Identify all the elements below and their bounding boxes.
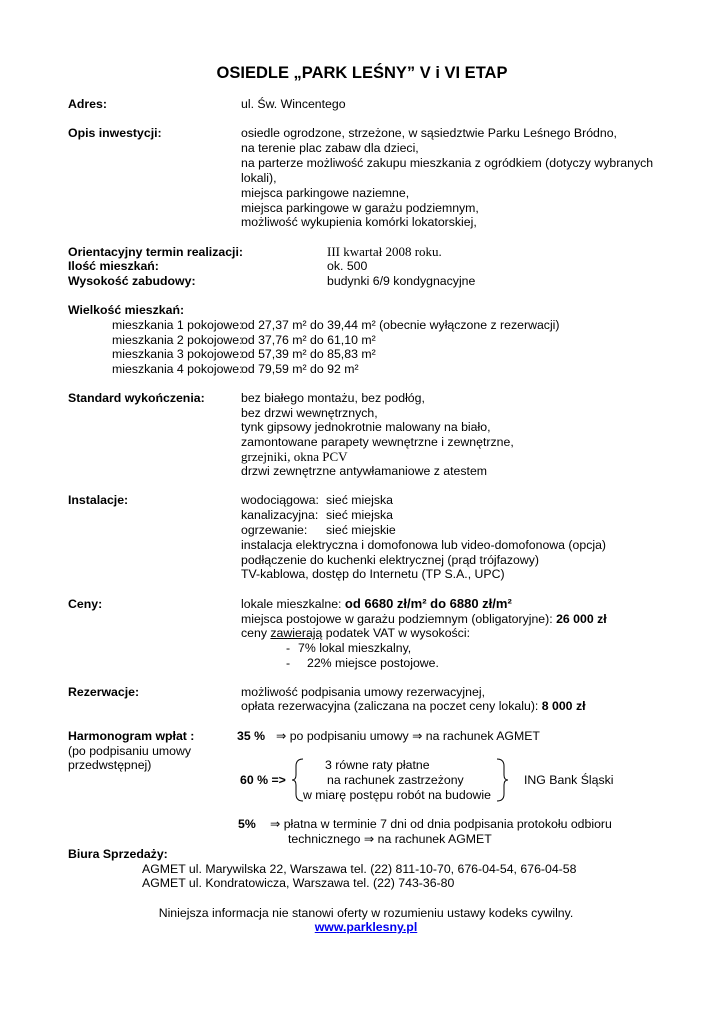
realization-value: III kwartał 2008 roku. [327,244,442,259]
description-label: Opis inwestycji: [68,126,162,140]
building-height-label: Wysokość zabudowy: [68,274,196,288]
size-range: od 27,37 m² do 39,44 m² (obecnie wyłączone z rezerwacji) [241,318,560,332]
office-line: AGMET ul. Kondratowicza, Warszawa tel. (22) 743-36-80 [142,876,455,890]
description-line: miejsca parkingowe naziemne, [241,186,410,200]
standard-line: grzejniki, okna PCV [241,449,348,464]
vat-item-dash: - [286,656,291,670]
size-type: mieszkania 2 pokojowe: [112,333,243,347]
price-parking: miejsca postojowe w garażu podziemnym (obligatoryjne): 26 000 zł [241,612,607,626]
utility-name: ogrzewanie: [241,523,308,537]
payment-35-percent: 35 % [237,729,266,743]
price-residential: lokale mieszkalne: od 6680 zł/m² do 6880 zł/m² [241,596,512,611]
apartments-count-value: ok. 500 [327,259,368,273]
standard-line: tynk gipsowy jednokrotnie malowany na biało, [241,420,491,434]
payment-60-line: na rachunek zastrzeżony [327,773,464,787]
prices-label: Ceny: [68,597,103,611]
standard-line: bez białego montażu, bez podłóg, [241,391,425,405]
disclaimer: Niniejsza informacja nie stanowi oferty w rozumieniu ustawy kodeks cywilny. [158,906,574,920]
installation-line: TV-kablowa, dostęp do Internetu (TP S.A., UPC) [241,567,505,581]
payment-5-line: ⇒ płatna w terminie 7 dni od dnia podpisania protokołu odbioru [270,817,612,831]
page-title: OSIEDLE „PARK LEŚNY” V i VI ETAP [216,64,508,82]
size-type: mieszkania 4 pokojowe: [112,362,243,376]
utility-value: sieć miejska [326,508,393,522]
utility-name: kanalizacyjna: [241,508,319,522]
office-line: AGMET ul. Marywilska 22, Warszawa tel. (22) 811-10-70, 676-04-54, 676-04-58 [142,862,577,876]
utility-name: wodociągowa: [241,493,319,507]
payment-60-line: w miarę postępu robót na budowie [303,788,491,802]
standard-line: bez drzwi wewnętrznych, [241,406,378,420]
price-vat: ceny zawierają podatek VAT w wysokości: [241,626,470,640]
website-link[interactable]: www.parklesny.pl [314,920,418,934]
payment-5-line: technicznego ⇒ na rachunek AGMET [288,832,492,846]
size-range: od 57,39 m² do 85,83 m² [241,347,376,361]
standard-label: Standard wykończenia: [68,391,205,405]
installation-line: instalacja elektryczna i domofonowa lub video-domofonowa (opcja) [241,538,607,552]
description-line: lokali), [241,171,277,185]
description-line: na parterze możliwość zakupu mieszkania z ogródkiem (dotyczy wybranych [241,156,654,170]
reservation-line: możliwość podpisania umowy rezerwacyjnej, [241,685,485,699]
vat-item: 7% lokal mieszkalny, [298,641,412,655]
size-range: od 37,76 m² do 61,10 m² [241,333,376,347]
description-line: osiedle ogrodzone, strzeżone, w sąsiedztwie Parku Leśnego Bródno, [241,126,617,140]
utility-value: sieć miejskie [326,523,396,537]
sizes-label: Wielkość mieszkań: [68,303,185,317]
standard-line: drzwi zewnętrzne antywłamaniowe z atestem [241,464,488,478]
apartments-count-label: Ilość mieszkań: [68,259,159,273]
schedule-sublabel: (po podpisaniu umowy [68,744,192,758]
vat-item: 22% miejsce postojowe. [307,656,439,670]
address-label: Adres: [68,97,107,111]
payment-60-line: 3 równe raty płatne [325,758,430,772]
payment-5-percent: 5% [238,817,256,831]
description-line: możliwość wykupienia komórki lokatorskiej, [241,215,477,229]
size-type: mieszkania 1 pokojowe: [112,318,243,332]
vat-item-dash: - [286,641,291,655]
reservation-fee: opłata rezerwacyjna (zaliczana na poczet ceny lokalu): 8 000 zł [241,699,586,713]
description-line: na terenie plac zabaw dla dzieci, [241,141,419,155]
standard-line: zamontowane parapety wewnętrzne i zewnętrzne, [241,435,514,449]
offices-label: Biura Sprzedaży: [68,847,168,861]
schedule-label: Harmonogram wpłat : [68,729,195,743]
payment-35-text: ⇒ po podpisaniu umowy ⇒ na rachunek AGMET [276,729,540,743]
bank-name: ING Bank Śląski [524,773,614,787]
description-line: miejsca parkingowe w garażu podziemnym, [241,201,479,215]
size-type: mieszkania 3 pokojowe: [112,347,243,361]
right-brace [496,758,510,802]
building-height-value: budynki 6/9 kondygnacyjne [327,274,476,288]
payment-60-percent: 60 % => [240,773,286,787]
realization-label: Orientacyjny termin realizacji: [68,245,243,259]
schedule-sublabel: przedwstępnej) [68,758,152,772]
utility-value: sieć miejska [326,493,393,507]
address-value: ul. Św. Wincentego [241,97,346,111]
reservations-label: Rezerwacje: [68,685,140,699]
installations-label: Instalacje: [68,493,129,507]
installation-line: podłączenie do kuchenki elektrycznej (prąd trójfazowy) [241,553,540,567]
size-range: od 79,59 m² do 92 m² [241,362,359,376]
